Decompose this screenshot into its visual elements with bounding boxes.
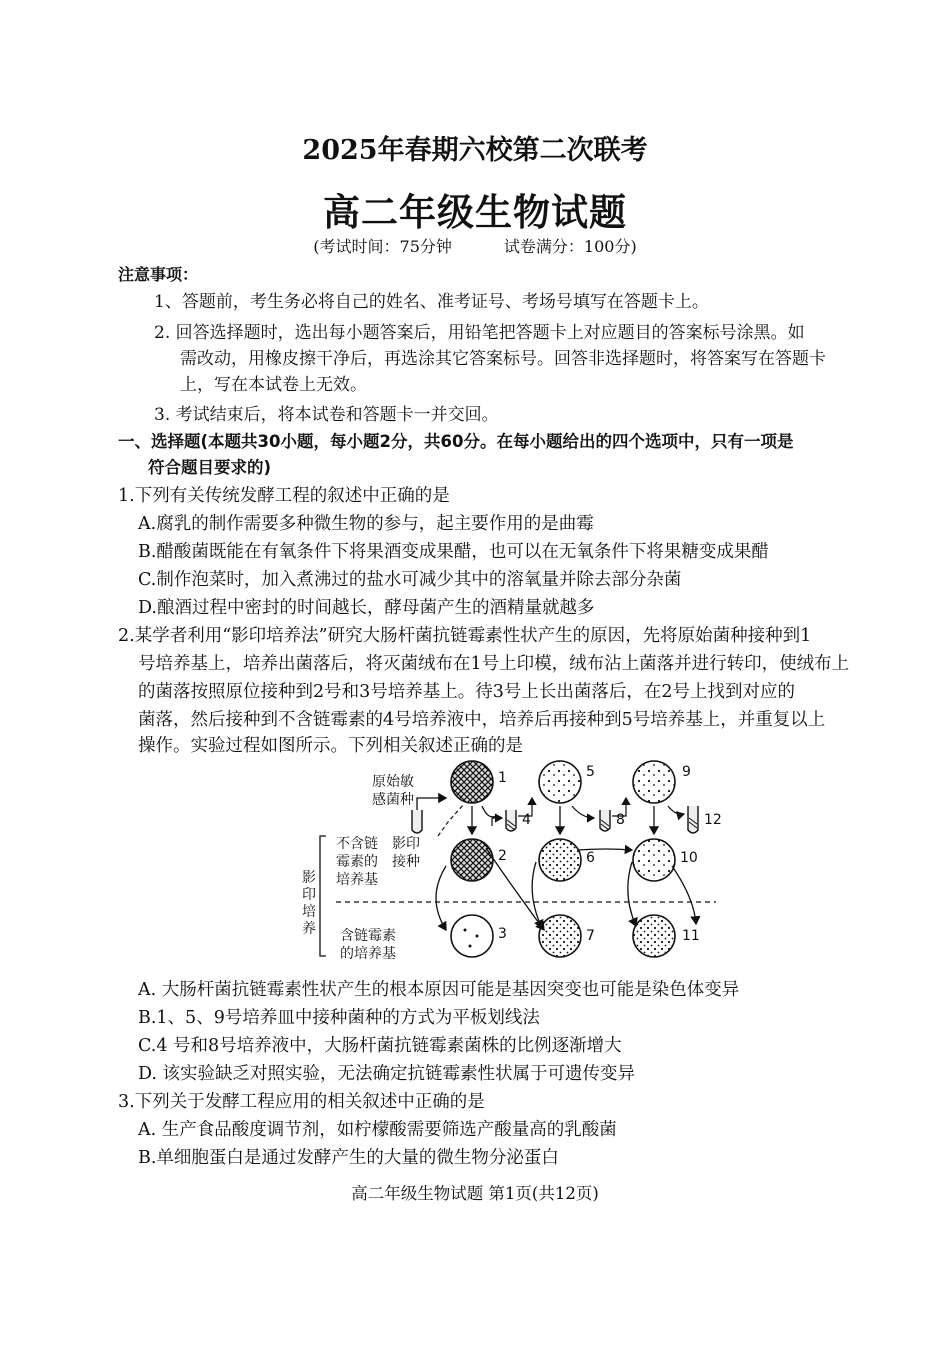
- tube-origin: [412, 810, 422, 833]
- plate-2: [451, 839, 493, 881]
- label-side-3: 培: [302, 904, 316, 920]
- number-11: 11: [682, 928, 700, 944]
- label-replica-2: 接种: [392, 854, 420, 870]
- number-9: 9: [682, 764, 691, 780]
- section-title: 一、选择题(本题共30小题，每小题2分，共60分。在每小题给出的四个选项中，只有一项是: [118, 432, 794, 451]
- label-no-strep-2: 霉素的: [336, 854, 378, 870]
- exam-meta: [0, 234, 950, 257]
- number-5: 5: [586, 764, 595, 780]
- notice-item: 3. 考试结束后，将本试卷和答题卡一并交回。: [154, 405, 499, 425]
- question-option: D.酿酒过程中密封的时间越长，酵母菌产生的酒精量就越多: [138, 598, 595, 618]
- number-3: 3: [498, 926, 507, 942]
- section-title-cont: 符合题目要求的): [148, 458, 272, 477]
- question-stem: 2.某学者利用“影印培养法”研究大肠杆菌抗链霉素性状产生的原因，先将原始菌种接种到1: [118, 626, 812, 646]
- label-with-strep-1: 含链霉素: [340, 928, 396, 944]
- label-no-strep-1: 不含链: [336, 836, 378, 852]
- question-option: A.腐乳的制作需要多种微生物的参与，起主要作用的是曲霉: [138, 514, 594, 534]
- plate-9: [633, 761, 675, 803]
- notice-item: 需改动，用橡皮擦干净后，再选涂其它答案标号。回答非选择题时，将答案写在答题卡: [180, 349, 826, 369]
- question-stem: 3.下列关于发酵工程应用的相关叙述中正确的是: [118, 1092, 485, 1112]
- label-original-2: 感菌种: [372, 792, 414, 808]
- label-original-1: 原始敏: [372, 774, 414, 790]
- number-12: 12: [704, 812, 722, 828]
- label-side-2: 印: [302, 887, 316, 903]
- question-option: B.单细胞蛋白是通过发酵产生的大量的微生物分泌蛋白: [138, 1148, 559, 1168]
- number-4: 4: [522, 812, 531, 828]
- label-replica-1: 影印: [392, 836, 420, 852]
- question-option: C.4 号和8号培养液中，大肠杆菌抗链霉素菌株的比例逐渐增大: [138, 1036, 622, 1056]
- plate-11: [633, 915, 675, 957]
- page-footer: 高二年级生物试题 第1页(共12页): [351, 1184, 599, 1203]
- question-option: B.醋酸菌既能在有氧条件下将果酒变成果醋，也可以在无氧条件下将果糖变成果醋: [138, 542, 769, 562]
- number-1: 1: [498, 770, 507, 786]
- plate-10: [633, 839, 675, 881]
- notice-item: 2. 回答选择题时，选出每小题答案后，用铅笔把答题卡上对应题目的答案标号涂黑。如: [154, 323, 805, 343]
- question-option: A. 大肠杆菌抗链霉素性状产生的根本原因可能是基因突变也可能是染色体变异: [138, 980, 740, 1000]
- subject-title: 高二年级生物试题: [323, 191, 627, 234]
- notice-item: 上，写在本试卷上无效。: [180, 375, 367, 395]
- plate-7: [539, 915, 581, 957]
- question-option: C.制作泡菜时，加入煮沸过的盐水可减少其中的溶氧量并除去部分杂菌: [138, 570, 682, 590]
- question-option: A. 生产食品酸度调节剂，如柠檬酸需要筛选产酸量高的乳酸菌: [138, 1120, 617, 1140]
- number-10: 10: [680, 850, 698, 866]
- tube-12: [688, 806, 698, 833]
- label-side-4: 养: [302, 921, 316, 937]
- replica-plating-diagram: [296, 758, 726, 968]
- plate-6: [539, 839, 581, 881]
- number-7: 7: [586, 928, 595, 944]
- number-6: 6: [586, 850, 595, 866]
- exam-title: 2025年春期六校第二次联考: [302, 135, 648, 166]
- question-option: D. 该实验缺乏对照实验，无法确定抗链霉素性状属于可遗传变异: [138, 1064, 636, 1084]
- question-option: B.1、5、9号培养皿中接种菌种的方式为平板划线法: [138, 1008, 540, 1028]
- number-8: 8: [616, 812, 625, 828]
- question-stem: 1.下列有关传统发酵工程的叙述中正确的是: [118, 486, 450, 506]
- label-with-strep-2: 的培养基: [340, 946, 396, 962]
- notice-item: 1、答题前，考生务必将自己的姓名、准考证号、考场号填写在答题卡上。: [154, 292, 709, 312]
- plate-5: [539, 761, 581, 803]
- plate-3: [451, 915, 493, 957]
- question-stem-cont: 号培养基上，培养出菌落后，将灭菌绒布在1号上印模，绒布沾上菌落并进行转印，使绒布上: [138, 654, 850, 674]
- question-stem-cont: 操作。实验过程如图所示。下列相关叙述正确的是: [138, 736, 523, 756]
- notice-heading: 注意事项：: [118, 265, 199, 284]
- number-2: 2: [498, 848, 507, 864]
- label-no-strep-3: 培养基: [336, 872, 378, 888]
- question-stem-cont: 的菌落按照原位接种到2号和3号培养基上。待3号上长出菌落后，在2号上找到对应的: [138, 682, 796, 702]
- exam-score: 试卷满分：100分): [503, 237, 637, 256]
- question-stem-cont: 菌落，然后接种到不含链霉素的4号培养液中，培养后再接种到5号培养基上，并重复以上: [138, 710, 826, 730]
- plate-1: [451, 761, 493, 803]
- exam-time: (考试时间：75分钟: [313, 237, 452, 256]
- label-side-1: 影: [302, 870, 316, 886]
